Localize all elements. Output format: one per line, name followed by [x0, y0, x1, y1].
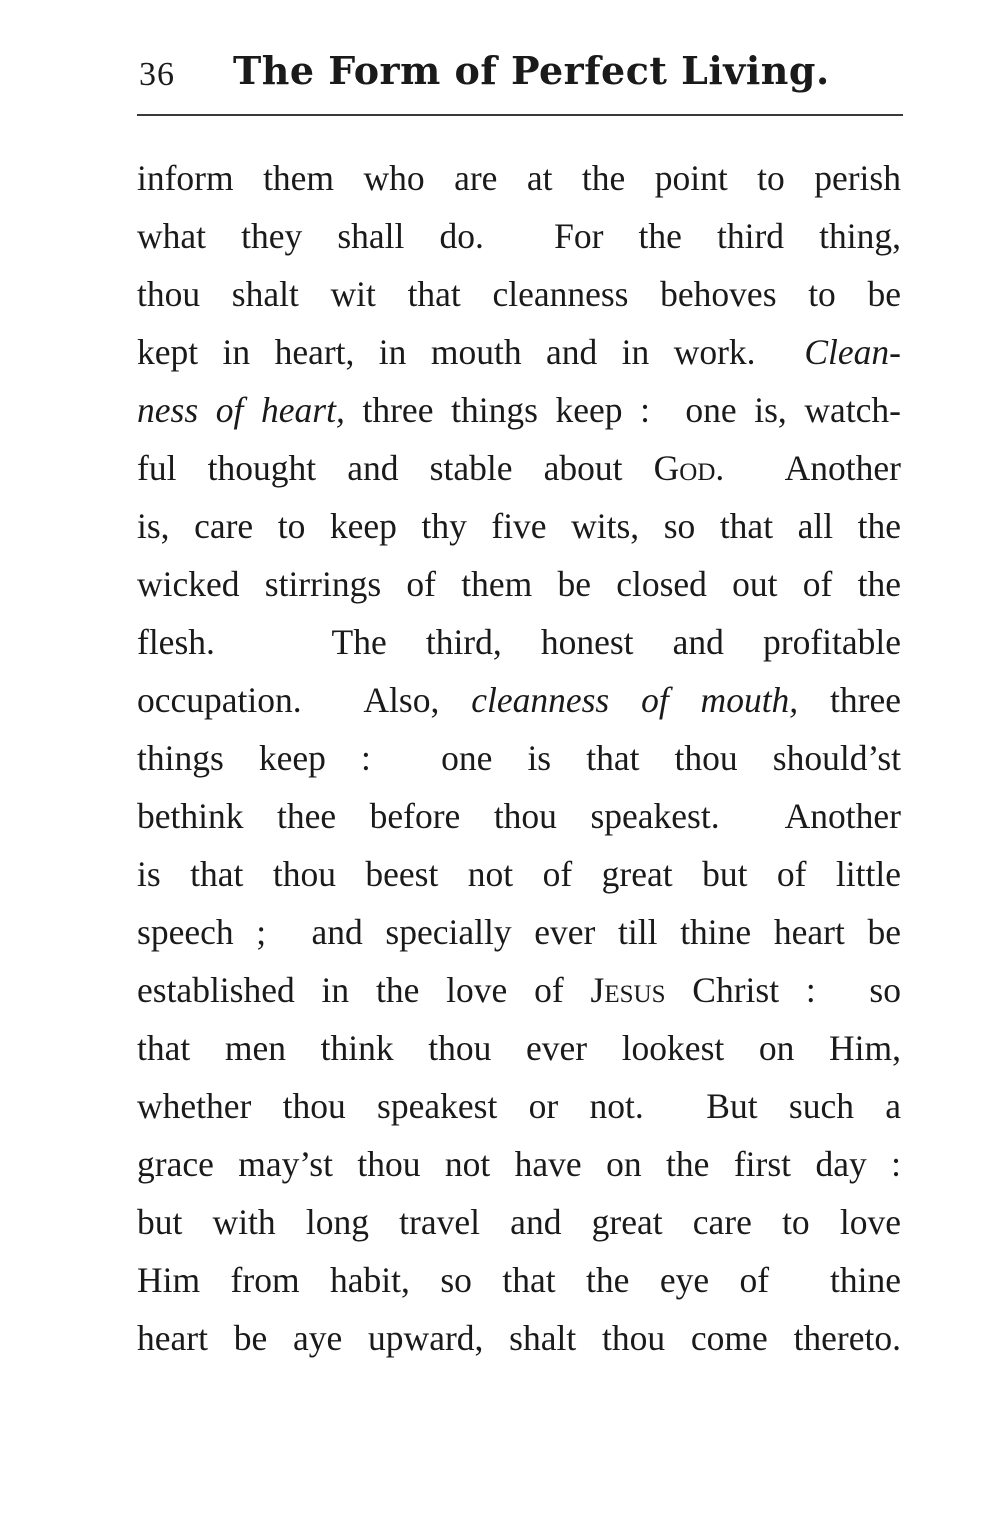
small-caps-word: Jesus: [590, 970, 666, 1010]
running-title: The Form of Perfect Living.: [233, 48, 830, 93]
italic-phrase: Clean-: [804, 332, 901, 372]
text-segment: thou shalt wit that cleanness behoves to be: [137, 274, 901, 314]
text-segment: . Another: [715, 448, 901, 488]
text-segment: that men think thou ever lookest on Him,: [137, 1028, 901, 1068]
header-rule: [137, 114, 903, 116]
text-segment: bethink thee before thou speakest. Another: [137, 796, 901, 836]
text-segment: established in the love of: [137, 970, 591, 1010]
text-line: [137, 207, 901, 265]
text-segment: speech ; and specially ever till thine heart be: [137, 912, 901, 952]
text-segment: Christ : so: [665, 970, 901, 1010]
text-segment: is, care to keep thy five wits, so that all the: [137, 506, 901, 546]
text-line: [137, 1251, 901, 1309]
text-line: [137, 497, 901, 555]
text-segment: wicked stirrings of them be closed out of the: [137, 564, 901, 604]
body-text: [137, 149, 901, 1367]
text-line: [137, 961, 901, 1019]
text-line: [137, 149, 901, 207]
text-segment: inform them who are at the point to perish: [137, 158, 901, 198]
italic-phrase: cleanness of mouth,: [471, 680, 799, 720]
text-line: [137, 1019, 901, 1077]
small-caps-word: God: [653, 448, 716, 488]
text-segment: what they shall do. For the third thing,: [137, 216, 901, 256]
text-segment: heart be aye upward, shalt thou come thereto.: [137, 1318, 901, 1358]
text-line: [137, 1309, 901, 1367]
text-segment: things keep : one is that thou should’st: [137, 738, 901, 778]
page-number: 36: [139, 56, 175, 93]
text-segment: occupation. Also,: [137, 680, 472, 720]
text-segment: three things keep : one is, watch-: [344, 390, 902, 430]
italic-phrase: ness of heart,: [137, 390, 345, 430]
text-line: [137, 439, 901, 497]
text-segment: whether thou speakest or not. But such a: [137, 1086, 901, 1126]
text-line: [137, 1193, 901, 1251]
text-line: [137, 903, 901, 961]
text-line: [137, 323, 901, 381]
text-line: [137, 613, 901, 671]
text-line: [137, 729, 901, 787]
text-segment: but with long travel and great care to love: [137, 1202, 901, 1242]
text-segment: ful thought and stable about: [137, 448, 654, 488]
text-line: [137, 845, 901, 903]
text-segment: Him from habit, so that the eye of thine: [137, 1260, 901, 1300]
text-line: [137, 787, 901, 845]
text-line: [137, 1077, 901, 1135]
text-segment: three: [798, 680, 901, 720]
text-segment: flesh. The third, honest and profitable: [137, 622, 901, 662]
text-line: [137, 1135, 901, 1193]
page-header: [137, 48, 903, 104]
text-segment: is that thou beest not of great but of little: [137, 854, 901, 894]
text-line: [137, 555, 901, 613]
text-segment: kept in heart, in mouth and in work.: [137, 332, 805, 372]
text-line: [137, 381, 901, 439]
text-line: [137, 265, 901, 323]
text-line: [137, 671, 901, 729]
text-segment: grace may’st thou not have on the first day :: [137, 1144, 901, 1184]
